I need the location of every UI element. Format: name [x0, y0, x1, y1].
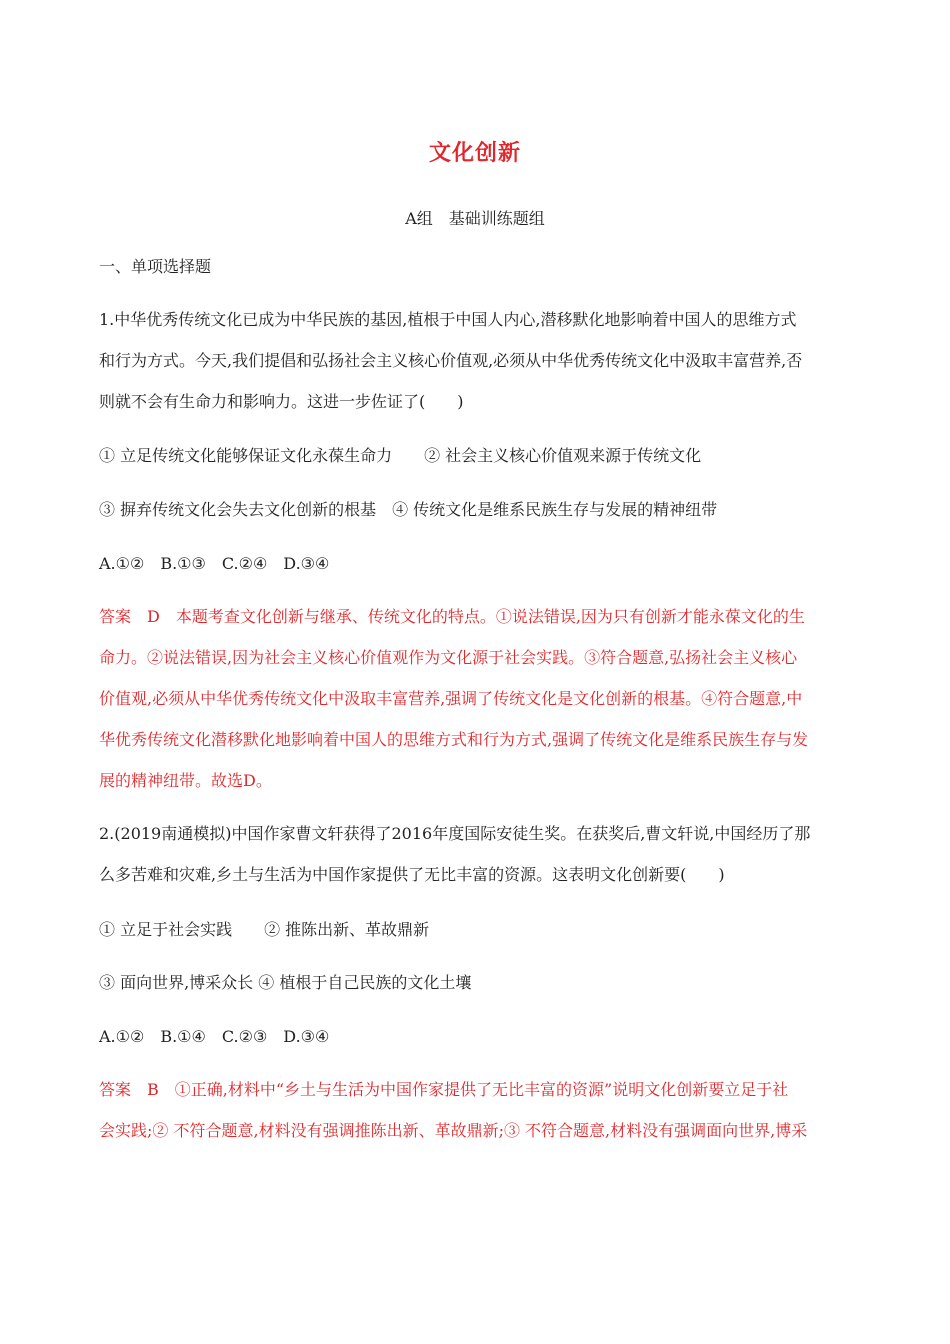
question-2-line: 么多苦难和灾难,乡土与生活为中国作家提供了无比丰富的资源。这表明文化创新要( ) — [99, 865, 725, 884]
question-1-options-row-1: ① 立足传统文化能够保证文化永葆生命力 ② 社会主义核心价值观来源于传统文化 — [99, 446, 702, 465]
section-heading: 一、单项选择题 — [99, 257, 212, 276]
question-1-line: 和行为方式。今天,我们提倡和弘扬社会主义核心价值观,必须从中华优秀传统文化中汲取丰富营养,否 — [99, 351, 803, 370]
question-2-options-row-2: ③ 面向世界,博采众长 ④ 植根于自己民族的文化土壤 — [99, 973, 472, 992]
question-2 — [99, 813, 854, 895]
question-1-line: 则就不会有生命力和影响力。这进一步佐证了( ) — [99, 392, 464, 411]
answer-line: 命力。②说法错误,因为社会主义核心价值观作为文化源于社会实践。③符合题意,弘扬社会主义核心 — [99, 648, 798, 667]
page-title: 文化创新 — [428, 141, 521, 166]
question-1 — [99, 299, 854, 422]
answer-line: 展的精神纽带。故选D。 — [99, 771, 272, 790]
group-heading: A组 基础训练题组 — [405, 209, 545, 228]
answer-line: 会实践;② 不符合题意,材料没有强调推陈出新、革故鼎新;③ 不符合题意,材料没有强调面向世界,博采 — [99, 1121, 808, 1140]
question-1-choices: A.①② B.①③ C.②④ D.③④ — [99, 554, 330, 573]
question-2-choices: A.①② B.①④ C.②③ D.③④ — [99, 1027, 330, 1046]
answer-line: 华优秀传统文化潜移默化地影响着中国人的思维方式和行为方式,强调了传统文化是维系民族生存与发 — [99, 730, 809, 749]
answer-line: 答案 B ①正确,材料中“乡土与生活为中国作家提供了无比丰富的资源”说明文化创新要立足于社 — [99, 1080, 789, 1099]
answer-line: 价值观,必须从中华优秀传统文化中汲取丰富营养,强调了传统文化是文化创新的根基。④符合题意,中 — [99, 689, 803, 708]
question-2-answer — [99, 1069, 854, 1151]
question-1-answer — [99, 596, 854, 801]
question-1-options-row-2: ③ 摒弃传统文化会失去文化创新的根基 ④ 传统文化是维系民族生存与发展的精神纽带 — [99, 500, 718, 519]
question-1-line: 1.中华优秀传统文化已成为中华民族的基因,植根于中国人内心,潜移默化地影响着中国人的思维方式 — [99, 310, 797, 329]
question-2-line: 2.(2019南通模拟)中国作家曹文轩获得了2016年度国际安徒生奖。在获奖后,曹文轩说,中国经历了那 — [99, 824, 811, 843]
answer-line: 答案 D 本题考查文化创新与继承、传统文化的特点。①说法错误,因为只有创新才能永葆文化的生 — [99, 607, 805, 626]
question-2-options-row-1: ① 立足于社会实践 ② 推陈出新、革故鼎新 — [99, 920, 430, 939]
